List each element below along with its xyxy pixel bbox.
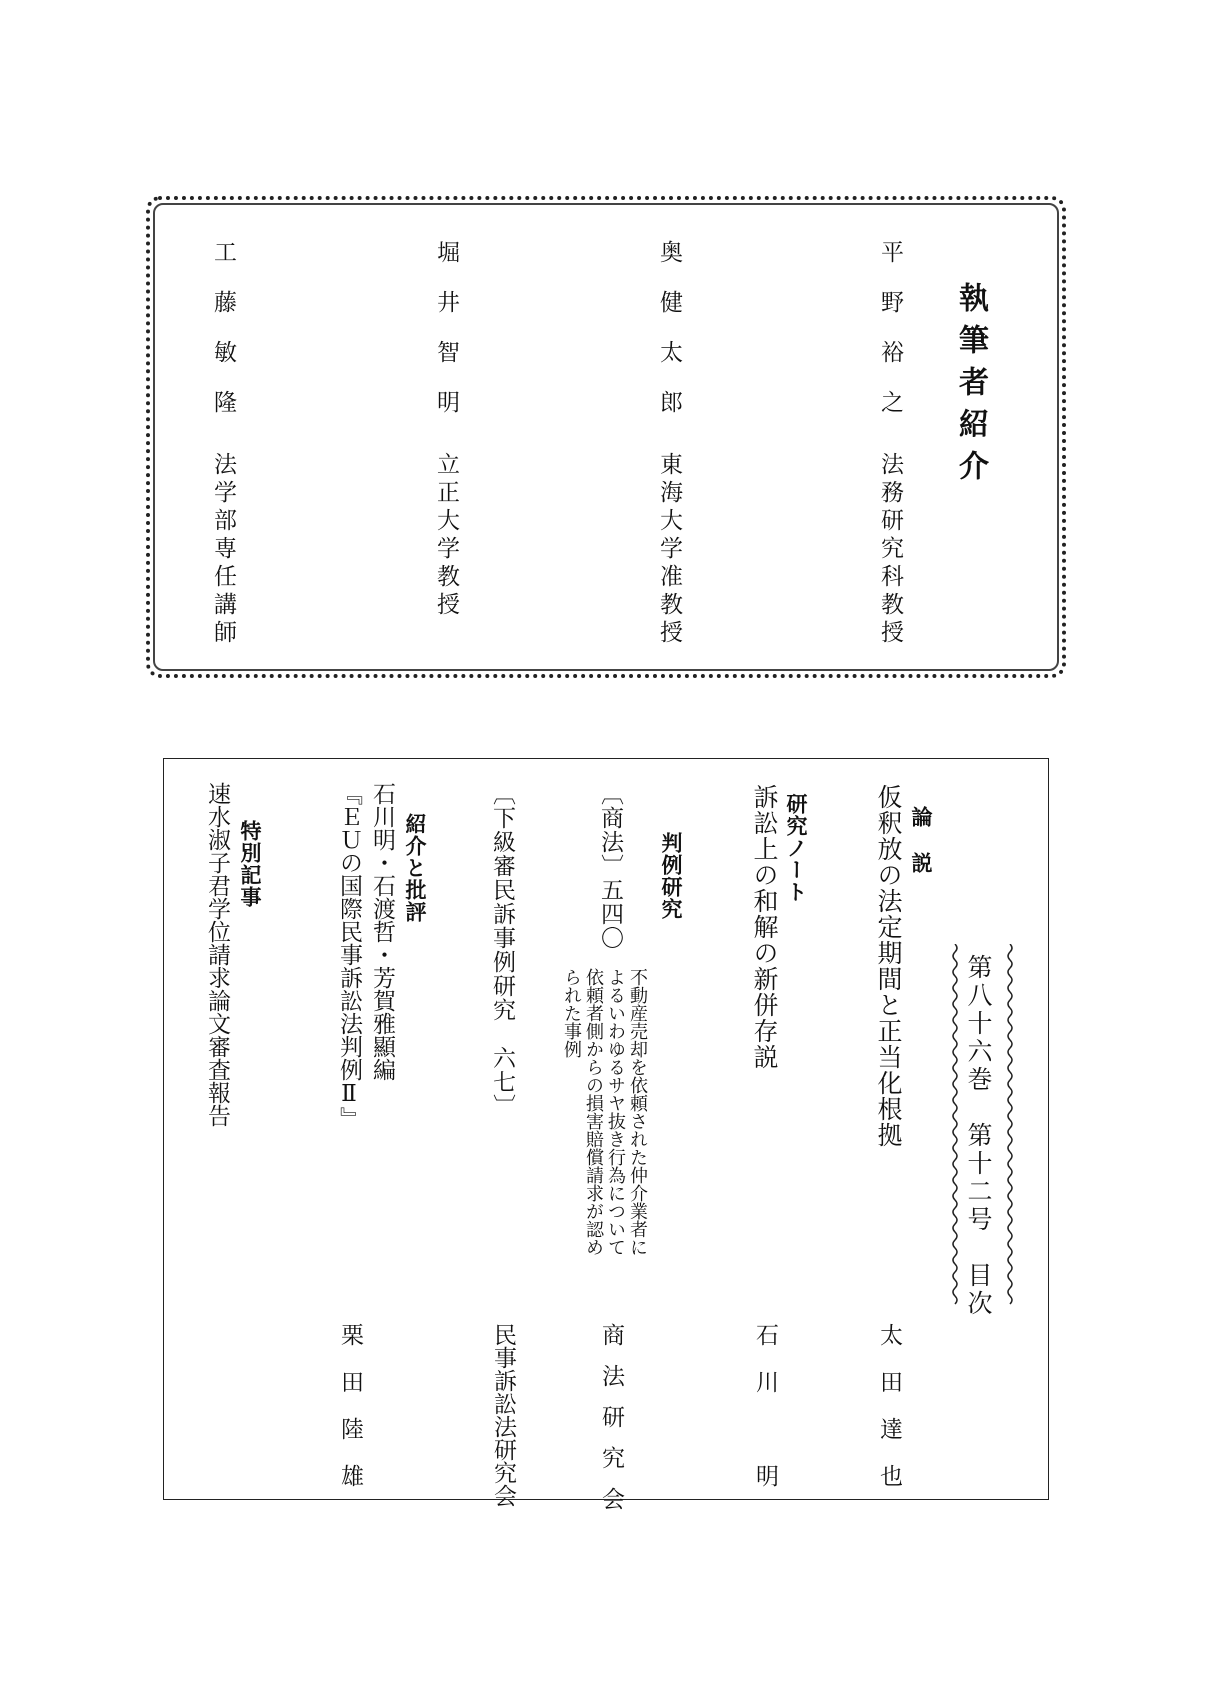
toc-entry-title[interactable]: 訴訟上の和解の新併存説 bbox=[750, 784, 779, 1070]
contributors-heading: 執筆者紹介 bbox=[953, 282, 988, 492]
section-heading-ronsetsu: 論 説 bbox=[909, 806, 934, 875]
contributors-box bbox=[146, 196, 1066, 678]
toc-entry-author: 民事訴訟法研究会 bbox=[490, 1323, 516, 1507]
section-heading-case-study: 判例研究 bbox=[659, 832, 684, 920]
contributor-name: 平野裕之 bbox=[877, 240, 903, 440]
toc-entry-author: 商法研究会 bbox=[598, 1323, 624, 1528]
wavy-rule-right bbox=[1005, 944, 1015, 1308]
contributor-affiliation: 法学部専任講師 bbox=[210, 452, 236, 648]
contributor-affiliation: 立正大学教授 bbox=[433, 452, 459, 620]
case-summary-line: 不動産売却を依頼された仲介業者に bbox=[627, 968, 648, 1256]
case-summary-line: られた事例 bbox=[561, 968, 582, 1058]
section-heading-review: 紹介と批評 bbox=[403, 813, 428, 923]
toc-entry-author: 石川 明 bbox=[752, 1323, 778, 1511]
contributor-affiliation: 東海大学准教授 bbox=[656, 452, 682, 648]
case-summary-line: 依頼者側からの損害賠償請求が認め bbox=[583, 968, 604, 1256]
toc-entry-title[interactable]: 仮釈放の法定期間と正当化根拠 bbox=[874, 784, 903, 1148]
toc-entry-label[interactable]: 〔商法〕五四〇 bbox=[597, 782, 623, 950]
contributor-name: 奥健太郎 bbox=[656, 240, 682, 440]
toc-entry-label[interactable]: 〔下級審民訴事例研究 六七〕 bbox=[489, 782, 515, 1118]
review-book-title[interactable]: 『ＥＵの国際民事訴訟法判例Ⅱ』 bbox=[336, 782, 362, 1130]
contributor-affiliation: 法務研究科教授 bbox=[877, 452, 903, 648]
contributor-name: 工藤敏隆 bbox=[210, 240, 236, 440]
section-heading-research-note: 研究ノート bbox=[784, 793, 809, 903]
wavy-rule-left bbox=[950, 944, 960, 1308]
section-heading-special: 特別記事 bbox=[238, 820, 263, 908]
review-editors: 石川明・石渡哲・芳賀雅顯編 bbox=[369, 782, 395, 1081]
issue-label: 第八十六巻 第十二号 目次 bbox=[964, 954, 993, 1318]
toc-entry-author: 太田達也 bbox=[876, 1323, 902, 1511]
contributor-name: 堀井智明 bbox=[433, 240, 459, 440]
case-summary-line: よるいわゆるサヤ抜き行為について bbox=[605, 968, 626, 1256]
toc-entry-title[interactable]: 速水淑子君学位請求論文審査報告 bbox=[204, 782, 230, 1127]
toc-entry-author: 栗田陸雄 bbox=[337, 1323, 363, 1511]
